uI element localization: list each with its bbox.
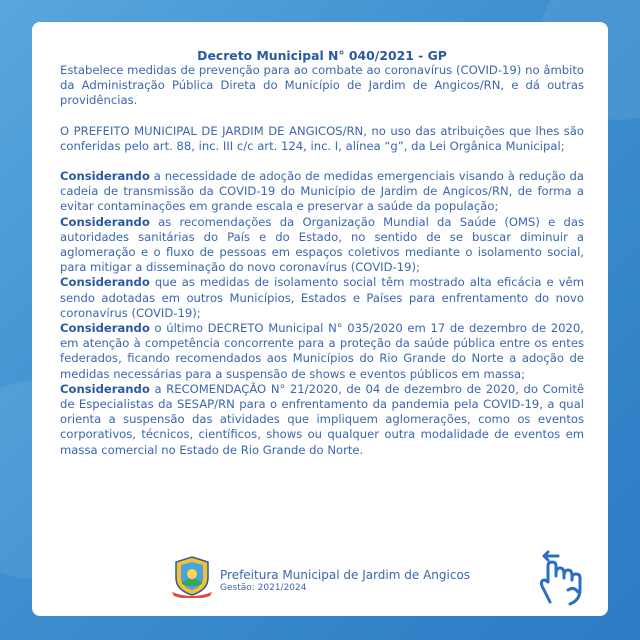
considerando-3 (60, 275, 584, 321)
footer (32, 536, 608, 616)
considerando-2 (60, 215, 584, 276)
considerando-1 (60, 169, 584, 215)
considerando-text: o último DECRETO Municipal N° 035/2020 em 17 de dezembro de 2020, em atenção à competência concorrente para a proteção da saúde pública entre os entes federados, ficando recomendados aos Municípios do Rio Grande do Norte a adoção de medidas necessárias para a suspensão de shows e eventos públicos em massa; (60, 321, 584, 381)
considerando-text: que as medidas de isolamento social têm mostrado alta eficácia e vêm sendo adotadas em outros Municípios, Estados e Países para enfrentamento do novo coronavírus (COVID-19); (60, 275, 584, 320)
considerando-text: as recomendações da Organização Mundial da Saúde (OMS) e das autoridades sanitárias do País e do Estado, no sentido de se buscar diminuir a aglomeração e o fluxo de pessoas em espaços coletivos mediante o isolamento social, para mitigar a disseminação do novo coronavírus (COVID-19); (60, 214, 584, 275)
considerando-4 (60, 321, 584, 382)
considerando-keyword: Considerando (60, 275, 150, 290)
considerando-keyword: Considerando (60, 169, 150, 184)
footer-prefeitura-name: Prefeitura Municipal de Jardim de Angicos (220, 568, 471, 582)
considerando-keyword: Considerando (60, 214, 150, 229)
considerando-keyword: Considerando (60, 321, 150, 336)
municipal-coat-of-arms-icon (170, 554, 214, 598)
decree-title: Decreto Municipal N° 040/2021 - GP (197, 48, 447, 63)
considerando-5 (60, 382, 584, 458)
decree-card (32, 22, 608, 616)
footer-gestao: Gestão: 2021/2024 (220, 583, 307, 593)
considerando-keyword: Considerando (60, 381, 150, 396)
considerando-text: a RECOMENDAÇÃO N° 21/2020, de 04 de dezembro de 2020, do Comitê de Especialistas da SESAP/RN para o enfrentamento da pandemia pela COVID-19, a qual orienta a suspensão das atividades que impliquem aglomerações, como os eventos corporativos, técnicos, científicos, shows ou qualquer outra modalidade de eventos em massa comercial no Estado de Rio Grande do Norte. (60, 381, 584, 457)
considerando-text: a necessidade de adoção de medidas emergenciais visando à redução da cadeia de transmissão da COVID-19 do Município de Jardim de Angicos/RN, de forma a evitar contaminações em grande escala e preservar a saúde da população; (60, 169, 584, 214)
hand-wash-icon (534, 546, 586, 606)
decree-preamble: O PREFEITO MUNICIPAL DE JARDIM DE ANGICOS/RN, no uso das atribuições que lhes são conferidas pelo art. 88, inc. III c/c art. 124, inc. I, alínea “g”, da Lei Orgânica Municipal; (60, 123, 584, 153)
decree-ementa: Estabelece medidas de prevenção para ao combate ao coronavírus (COVID-19) no âmbito da Administração Pública Direta do Município de Jardim de Angicos/RN, e dá outras providências. (60, 63, 584, 108)
